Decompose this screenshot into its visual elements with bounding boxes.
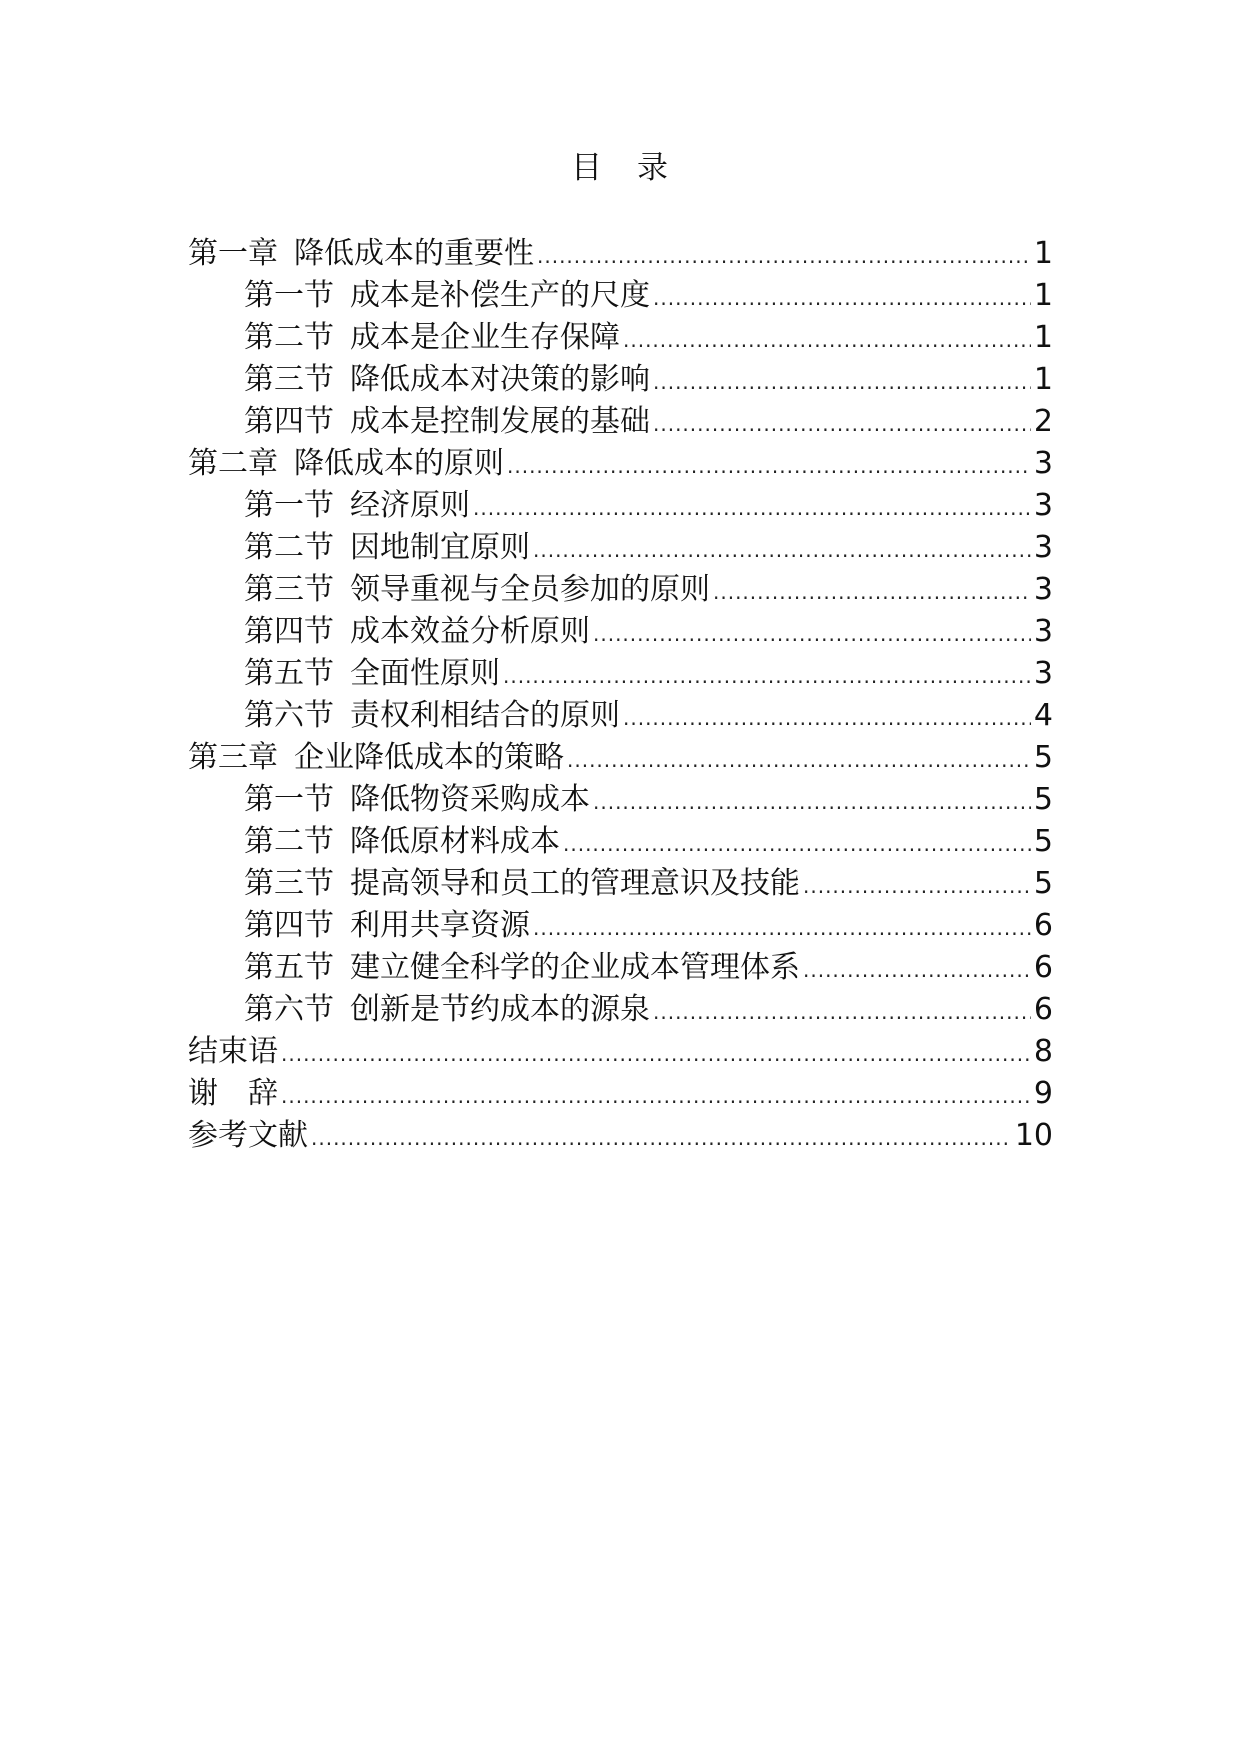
toc-page-number: 6 bbox=[1033, 992, 1053, 1027]
toc-entry[interactable] bbox=[188, 443, 1053, 485]
toc-entry-text: 降低成本的重要性 bbox=[294, 236, 534, 271]
toc-entry-number: 第三节 bbox=[244, 866, 334, 901]
toc-dot-leader bbox=[653, 991, 1031, 1033]
toc-dot-leader bbox=[803, 949, 1031, 991]
toc-entry[interactable] bbox=[188, 1073, 1053, 1115]
toc-entry-text: 成本是控制发展的基础 bbox=[350, 404, 650, 439]
toc-entry-label bbox=[244, 611, 590, 653]
toc-entry-label bbox=[188, 1031, 278, 1073]
toc-entry-text: 谢 辞 bbox=[188, 1076, 278, 1111]
toc-entry-number: 第二节 bbox=[244, 530, 334, 565]
toc-entry[interactable] bbox=[188, 233, 1053, 275]
toc-entry-text: 降低物资采购成本 bbox=[350, 782, 590, 817]
toc-dot-leader bbox=[623, 319, 1031, 361]
toc-page-number: 10 bbox=[1014, 1118, 1053, 1153]
toc-dot-leader bbox=[503, 655, 1031, 697]
toc-dot-leader bbox=[653, 361, 1031, 403]
toc-entry[interactable] bbox=[188, 569, 1053, 611]
toc-entry[interactable] bbox=[188, 905, 1053, 947]
toc-page-number: 2 bbox=[1033, 404, 1053, 439]
toc-entry-number: 第四节 bbox=[244, 908, 334, 943]
toc-entry[interactable] bbox=[188, 1031, 1053, 1073]
toc-dot-leader bbox=[507, 445, 1031, 487]
toc-entry-text: 成本是企业生存保障 bbox=[350, 320, 620, 355]
toc-page-number: 5 bbox=[1033, 782, 1053, 817]
toc-entry-label bbox=[244, 989, 650, 1031]
toc-entry[interactable] bbox=[188, 737, 1053, 779]
toc-entry-text: 全面性原则 bbox=[350, 656, 500, 691]
toc-entry[interactable] bbox=[188, 485, 1053, 527]
toc-entry-number: 第一章 bbox=[188, 236, 278, 271]
toc-entry-label bbox=[244, 653, 500, 695]
toc-entry-label bbox=[244, 485, 470, 527]
toc-entry-label bbox=[244, 863, 800, 905]
toc-entry[interactable] bbox=[188, 527, 1053, 569]
toc-entry-number: 第六节 bbox=[244, 698, 334, 733]
toc-entry-label bbox=[188, 233, 534, 275]
toc-page-number: 8 bbox=[1033, 1034, 1053, 1069]
toc-entry-number: 第一节 bbox=[244, 278, 334, 313]
toc-dot-leader bbox=[623, 697, 1031, 739]
toc-dot-leader bbox=[281, 1075, 1031, 1117]
toc-entry-label bbox=[244, 947, 800, 989]
toc-dot-leader bbox=[563, 823, 1031, 865]
toc-entry[interactable] bbox=[188, 317, 1053, 359]
toc-dot-leader bbox=[713, 571, 1031, 613]
toc-dot-leader bbox=[593, 613, 1031, 655]
toc-page-number: 3 bbox=[1033, 530, 1053, 565]
toc-dot-leader bbox=[567, 739, 1031, 781]
toc-entry-label bbox=[244, 695, 620, 737]
toc-dot-leader bbox=[653, 403, 1031, 445]
toc-dot-leader bbox=[803, 865, 1031, 907]
toc-entry-number: 第五节 bbox=[244, 950, 334, 985]
toc-page-number: 5 bbox=[1033, 824, 1053, 859]
toc-entry-number: 第三节 bbox=[244, 362, 334, 397]
toc-dot-leader bbox=[533, 529, 1031, 571]
toc-entry-text: 降低成本的原则 bbox=[294, 446, 504, 481]
toc-page-number: 1 bbox=[1033, 362, 1053, 397]
toc-entry[interactable] bbox=[188, 779, 1053, 821]
toc-entry-label bbox=[244, 821, 560, 863]
toc-entry-number: 第二节 bbox=[244, 824, 334, 859]
toc-entry-number: 第一节 bbox=[244, 488, 334, 523]
toc-entry-number: 第六节 bbox=[244, 992, 334, 1027]
toc-entry-text: 降低原材料成本 bbox=[350, 824, 560, 859]
toc-entry-text: 经济原则 bbox=[350, 488, 470, 523]
toc-entry[interactable] bbox=[188, 653, 1053, 695]
toc-entry-label bbox=[244, 401, 650, 443]
toc-entry[interactable] bbox=[188, 947, 1053, 989]
toc-entry[interactable] bbox=[188, 359, 1053, 401]
toc-entry[interactable] bbox=[188, 1115, 1053, 1157]
toc-dot-leader bbox=[311, 1117, 1012, 1159]
toc-page-number: 3 bbox=[1033, 656, 1053, 691]
toc-entry-text: 利用共享资源 bbox=[350, 908, 530, 943]
toc-page-number: 1 bbox=[1033, 320, 1053, 355]
toc-dot-leader bbox=[593, 781, 1031, 823]
toc-entry-number: 第一节 bbox=[244, 782, 334, 817]
toc-entry-label bbox=[244, 317, 620, 359]
toc-entry-number: 第五节 bbox=[244, 656, 334, 691]
toc-entry-number: 第四节 bbox=[244, 404, 334, 439]
toc-entry[interactable] bbox=[188, 821, 1053, 863]
toc-page-number: 5 bbox=[1033, 866, 1053, 901]
toc-entry-label bbox=[244, 905, 530, 947]
toc-entry[interactable] bbox=[188, 401, 1053, 443]
toc-entry[interactable] bbox=[188, 863, 1053, 905]
toc-page-number: 3 bbox=[1033, 614, 1053, 649]
toc-entry-label bbox=[188, 1115, 308, 1157]
toc-page-number: 1 bbox=[1033, 236, 1053, 271]
toc-entry[interactable] bbox=[188, 611, 1053, 653]
toc-page-number: 1 bbox=[1033, 278, 1053, 313]
toc-entry-text: 创新是节约成本的源泉 bbox=[350, 992, 650, 1027]
toc-entry-label bbox=[244, 527, 530, 569]
toc-entry-number: 第三节 bbox=[244, 572, 334, 607]
toc-page-number: 9 bbox=[1033, 1076, 1053, 1111]
toc-page-number: 6 bbox=[1033, 908, 1053, 943]
toc-entry-text: 因地制宜原则 bbox=[350, 530, 530, 565]
toc-entry-label bbox=[244, 569, 710, 611]
toc-entry-text: 参考文献 bbox=[188, 1118, 308, 1153]
toc-page-number: 5 bbox=[1033, 740, 1053, 775]
toc-entry-text: 企业降低成本的策略 bbox=[294, 740, 564, 775]
toc-entry-text: 成本是补偿生产的尺度 bbox=[350, 278, 650, 313]
toc-page-number: 4 bbox=[1033, 698, 1053, 733]
toc-entry-number: 第三章 bbox=[188, 740, 278, 775]
toc-title: 目 录 bbox=[571, 150, 670, 186]
toc-page-number: 6 bbox=[1033, 950, 1053, 985]
toc-entry-label bbox=[244, 275, 650, 317]
toc-entry-number: 第二节 bbox=[244, 320, 334, 355]
toc-entry-text: 降低成本对决策的影响 bbox=[350, 362, 650, 397]
toc-entry-label bbox=[188, 737, 564, 779]
toc-dot-leader bbox=[653, 277, 1031, 319]
toc-entry[interactable] bbox=[188, 695, 1053, 737]
toc-entry-label bbox=[188, 443, 504, 485]
toc-page-number: 3 bbox=[1033, 572, 1053, 607]
toc-entry-label bbox=[188, 1073, 278, 1115]
toc-entry-label bbox=[244, 779, 590, 821]
toc-entry-number: 第二章 bbox=[188, 446, 278, 481]
toc-entry-text: 建立健全科学的企业成本管理体系 bbox=[350, 950, 800, 985]
toc-entry-label bbox=[244, 359, 650, 401]
toc-entry-text: 领导重视与全员参加的原则 bbox=[350, 572, 710, 607]
toc-dot-leader bbox=[473, 487, 1031, 529]
toc-entry[interactable] bbox=[188, 989, 1053, 1031]
toc-entry-text: 责权利相结合的原则 bbox=[350, 698, 620, 733]
toc-dot-leader bbox=[537, 235, 1031, 277]
toc-entry-text: 结束语 bbox=[188, 1034, 278, 1069]
toc-entry[interactable] bbox=[188, 275, 1053, 317]
toc-entry-text: 提高领导和员工的管理意识及技能 bbox=[350, 866, 800, 901]
toc-page-number: 3 bbox=[1033, 446, 1053, 481]
toc-dot-leader bbox=[533, 907, 1031, 949]
toc-dot-leader bbox=[281, 1033, 1031, 1075]
toc-entry-number: 第四节 bbox=[244, 614, 334, 649]
toc-page-number: 3 bbox=[1033, 488, 1053, 523]
toc-entry-text: 成本效益分析原则 bbox=[350, 614, 590, 649]
toc-list bbox=[188, 233, 1053, 1157]
